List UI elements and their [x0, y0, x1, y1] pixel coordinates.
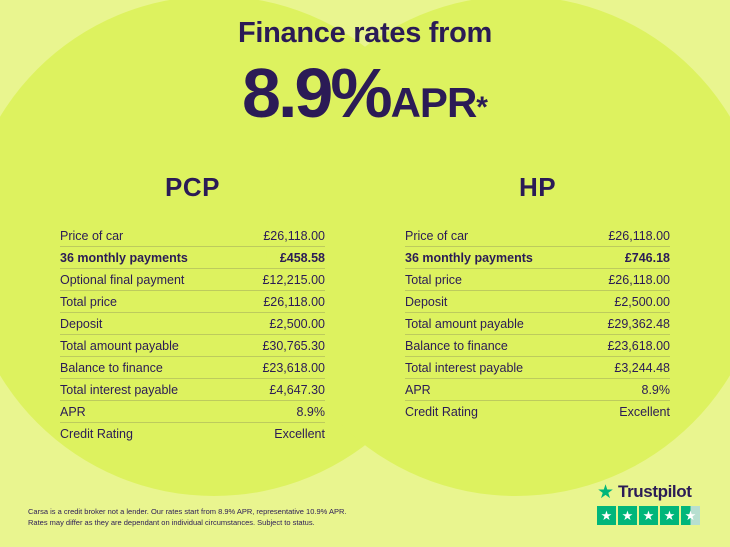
star-icon: ★	[597, 506, 616, 525]
headline-rate	[0, 53, 730, 132]
row-label: APR	[60, 405, 86, 419]
row-label: Price of car	[60, 229, 124, 243]
table-row	[60, 313, 325, 335]
row-value: Excellent	[274, 427, 325, 441]
table-row	[60, 357, 325, 379]
row-label: Credit Rating	[60, 427, 133, 441]
row-label: Total price	[60, 295, 117, 309]
table-row	[405, 401, 670, 422]
row-value: 8.9%	[296, 405, 325, 419]
trustpilot-star-icon: ★	[597, 481, 615, 503]
star-half-icon: ★	[681, 506, 700, 525]
table-row	[60, 423, 325, 444]
table-row	[60, 225, 325, 247]
finance-tables	[0, 172, 730, 444]
row-label: Total amount payable	[60, 339, 179, 353]
row-label: Deposit	[60, 317, 103, 331]
row-label: Total interest payable	[405, 361, 524, 375]
table-row	[405, 247, 670, 269]
row-value: £458.58	[279, 251, 325, 265]
table-row	[60, 335, 325, 357]
row-value: £12,215.00	[262, 273, 325, 287]
star-icon: ★	[639, 506, 658, 525]
page-title: Finance rates from	[237, 17, 493, 49]
row-value: £26,118.00	[608, 229, 670, 243]
row-label: Total interest payable	[60, 383, 179, 397]
row-label: Credit Rating	[405, 405, 478, 419]
row-value: 8.9%	[641, 383, 670, 397]
table-row	[60, 269, 325, 291]
row-value: £23,618.00	[262, 361, 325, 375]
table-row	[405, 269, 670, 291]
rate-value: 8.9%	[242, 53, 390, 132]
pcp-title: PCP	[165, 172, 220, 202]
row-label: Balance to finance	[60, 361, 163, 375]
row-value: £2,500.00	[614, 295, 670, 309]
disclaimer-line-1: Carsa is a credit broker not a lender. Our rates start from 8.9% APR, representative 10.9% APR.	[28, 506, 347, 516]
table-row	[405, 313, 670, 335]
row-value: £2,500.00	[269, 317, 325, 331]
row-value: £3,244.48	[614, 361, 670, 375]
disclaimer-line-2: Rates may differ as they are dependant on individual circumstances. Subject to status.	[28, 518, 315, 528]
hp-rows	[405, 225, 670, 422]
table-row	[405, 291, 670, 313]
row-label: Total amount payable	[405, 317, 524, 331]
row-label: Total price	[405, 273, 462, 287]
table-row	[405, 357, 670, 379]
hp-column	[365, 172, 730, 444]
pcp-rows	[60, 225, 325, 444]
rate-asterisk: *	[476, 90, 488, 124]
row-value: £26,118.00	[608, 273, 670, 287]
row-label: Deposit	[405, 295, 448, 309]
table-row	[60, 379, 325, 401]
table-row	[60, 401, 325, 423]
row-label: 36 monthly payments	[405, 251, 533, 265]
row-value: £746.18	[624, 251, 670, 265]
star-icon: ★	[660, 506, 679, 525]
rate-unit: APR	[390, 78, 477, 126]
trustpilot-name: Trustpilot	[618, 482, 692, 501]
row-label: 36 monthly payments	[60, 251, 188, 265]
row-value: £26,118.00	[263, 229, 325, 243]
table-row	[405, 379, 670, 401]
row-value: £26,118.00	[263, 295, 325, 309]
row-value: £30,765.30	[262, 339, 325, 353]
row-label: APR	[405, 383, 431, 397]
row-value: £29,362.48	[607, 317, 670, 331]
table-row	[405, 335, 670, 357]
hp-title: HP	[518, 172, 557, 202]
row-label: Price of car	[405, 229, 469, 243]
table-row	[60, 291, 325, 313]
row-value: £4,647.30	[269, 383, 325, 397]
row-value: £23,618.00	[607, 339, 670, 353]
row-label: Optional final payment	[60, 273, 185, 287]
table-row	[60, 247, 325, 269]
row-value: Excellent	[619, 405, 670, 419]
table-row	[405, 225, 670, 247]
star-icon: ★	[618, 506, 637, 525]
disclaimer	[28, 506, 346, 529]
trustpilot-logo	[597, 482, 700, 502]
row-label: Balance to finance	[405, 339, 508, 353]
header	[0, 17, 730, 132]
trustpilot-widget[interactable]	[597, 482, 700, 525]
pcp-column	[0, 172, 365, 444]
trustpilot-rating	[597, 506, 700, 525]
